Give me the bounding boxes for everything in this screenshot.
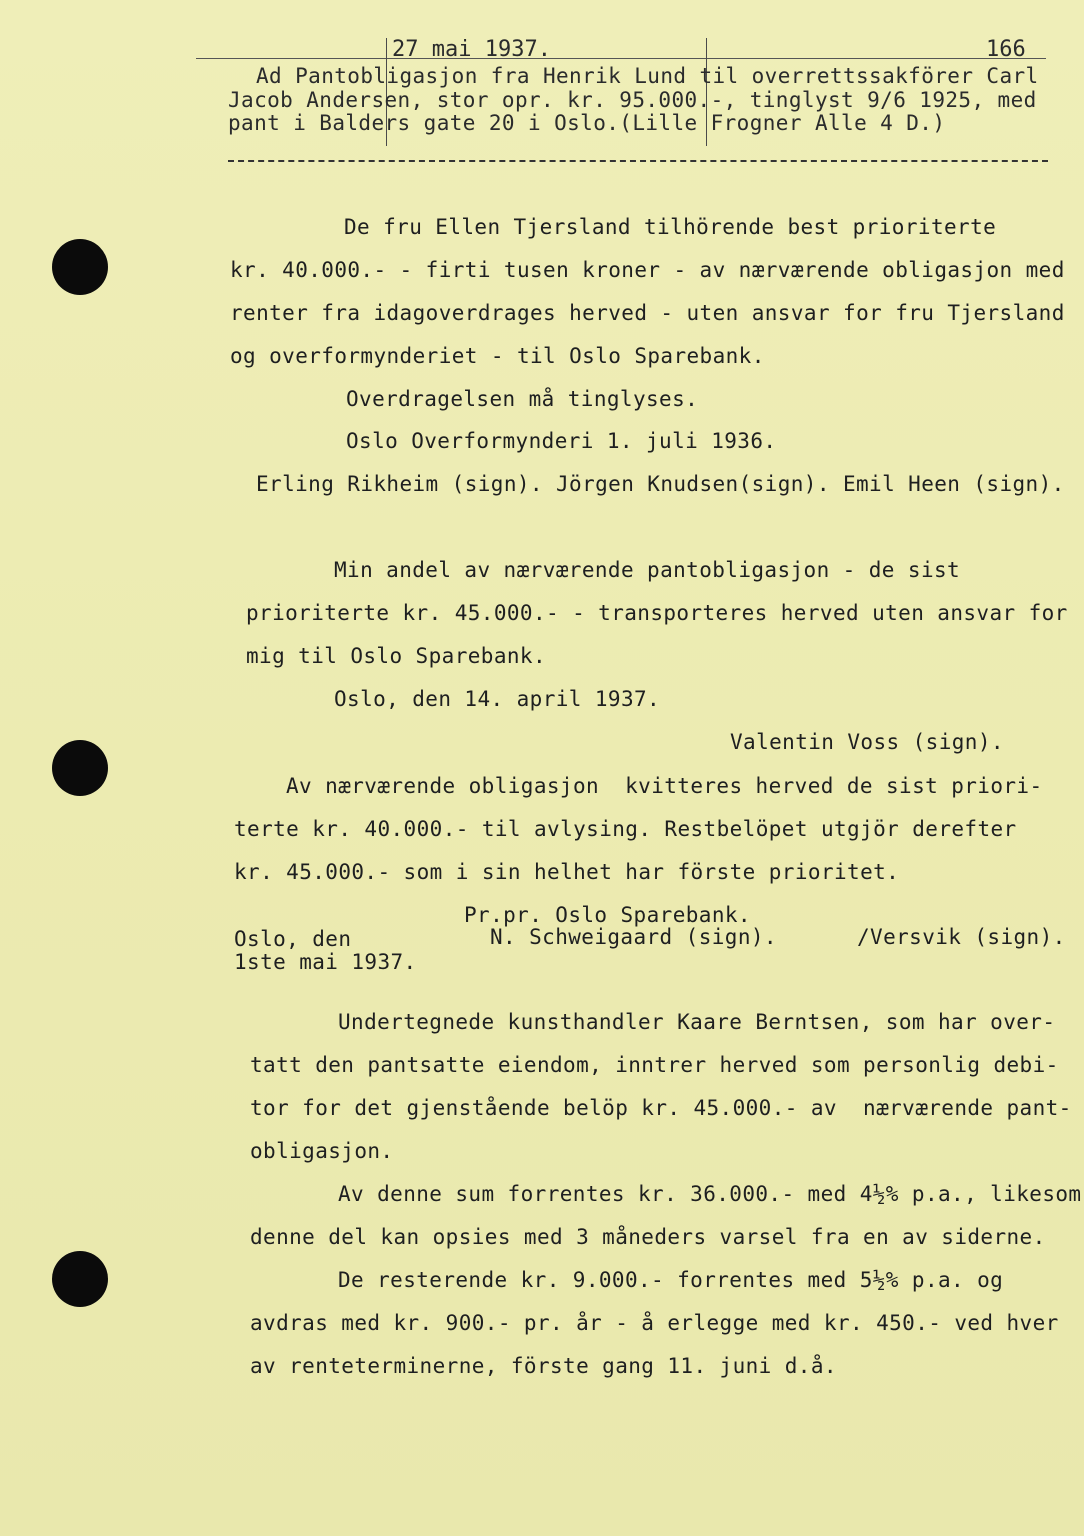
text-line: Av denne sum forrentes kr. 36.000.- med 4½% p.a., likesom (338, 1182, 1082, 1206)
text-line: prioriterte kr. 45.000.- - transporteres herved uten ansvar for (246, 601, 1068, 625)
text-line: Oslo, den 14. april 1937. (334, 687, 661, 711)
text-line: tor for det gjenstående belöp kr. 45.000.- av nærværende pant- (250, 1096, 1072, 1120)
text-line: og overformynderiet - til Oslo Sparebank. (230, 344, 765, 368)
header-line: pant i Balders gate 20 i Oslo.(Lille Frogner Alle 4 D.) (228, 111, 946, 135)
header-line: Ad Pantobligasjon fra Henrik Lund til overrettssakförer Carl (256, 64, 1039, 88)
text-line: renter fra idagoverdrages herved - uten ansvar for fru Tjersland (230, 301, 1065, 325)
text-line: Min andel av nærværende pantobligasjon - de sist (334, 558, 961, 582)
signature-line: Valentin Voss (sign). (730, 730, 1004, 754)
punch-hole (52, 239, 108, 295)
section-divider (228, 160, 1048, 162)
text-line: kr. 45.000.- som i sin helhet har förste prioritet. (234, 860, 900, 884)
text-line: Av nærværende obligasjon kvitteres herved de sist priori- (286, 774, 1043, 798)
punch-hole (52, 740, 108, 796)
header-rule (196, 58, 1046, 59)
page-number: 166 (986, 37, 1026, 62)
text-line: mig til Oslo Sparebank. (246, 644, 546, 668)
page-date: 27 mai 1937. (392, 37, 551, 62)
text-line: av renteterminerne, förste gang 11. juni d.å. (250, 1354, 837, 1378)
text-line: 1ste mai 1937. (234, 950, 417, 974)
text-line: obligasjon. (250, 1139, 394, 1163)
text-line: De resterende kr. 9.000.- forrentes med 5½% p.a. og (338, 1268, 1004, 1292)
text-line: avdras med kr. 900.- pr. år - å erlegge med kr. 450.- ved hver (250, 1311, 1059, 1335)
text-line: Undertegnede kunsthandler Kaare Berntsen, som har over- (338, 1010, 1056, 1034)
text-line: tatt den pantsatte eiendom, inntrer herved som personlig debi- (250, 1053, 1059, 1077)
text-line: terte kr. 40.000.- til avlysing. Restbelöpet utgjör derefter (234, 817, 1017, 841)
signature-line: /Versvik (sign). (857, 925, 1066, 949)
signature-line: N. Schweigaard (sign). (490, 925, 777, 949)
text-line: De fru Ellen Tjersland tilhörende best prioriterte (344, 215, 997, 239)
text-line: kr. 40.000.- - firti tusen kroner - av nærværende obligasjon med (230, 258, 1065, 282)
text-line: Oslo Overformynderi 1. juli 1936. (346, 429, 777, 453)
text-line: Pr.pr. Oslo Sparebank. (464, 903, 751, 927)
header-line: Jacob Andersen, stor opr. kr. 95.000.-, tinglyst 9/6 1925, med (228, 88, 1037, 112)
signature-line: Erling Rikheim (sign). Jörgen Knudsen(sign). Emil Heen (sign). (256, 472, 1065, 496)
text-line: Overdragelsen må tinglyses. (346, 387, 699, 411)
punch-hole (52, 1251, 108, 1307)
text-line: denne del kan opsies med 3 måneders varsel fra en av siderne. (250, 1225, 1046, 1249)
text-line: Oslo, den (234, 927, 352, 951)
